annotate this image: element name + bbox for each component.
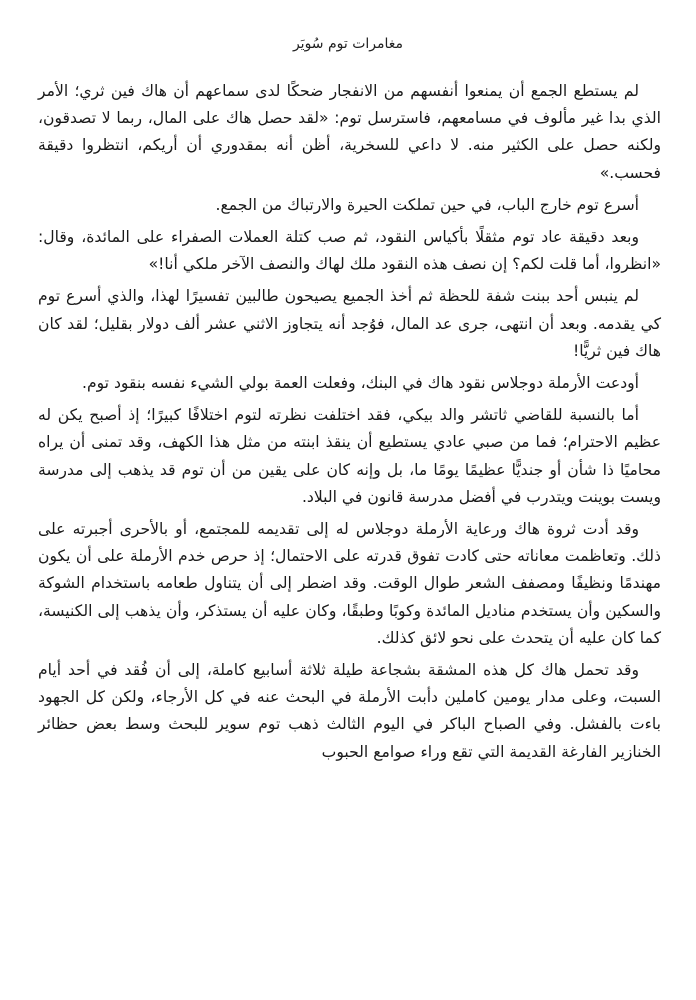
body-text <box>38 78 661 766</box>
paragraph: لم يستطع الجمع أن يمنعوا أنفسهم من الانفجار ضحكًا لدى سماعهم أن هاك فين ثري؛ الأمر الذي بدا غير مألوف في مسامعهم، فاسترسل توم: «لقد حصل هاك على المال، ربما لا تصدقون، ولكنه حصل على الكثير منه. لا داعي للسخرية، أظن أنه بمقدوري أن أريكم، انتظروا دقيقة فحسب.» <box>38 82 661 182</box>
paragraph: أودعت الأرملة دوجلاس نقود هاك في البنك، وفعلت العمة بولي الشيء نفسه بنقود توم. <box>82 374 639 393</box>
paragraph: أما بالنسبة للقاضي ثاتشر والد بيكي، فقد اختلفت نظرته لتوم اختلافًا كبيرًا؛ إذ أصبح يكن له عظيم الاحترام؛ فما من صبي عادي يستطيع أن ينقذ ابنته من مثل هذا الكهف، وقد تمنى أن يراه محاميًا ذا شأن أو جنديًّا عظيمًا يومًا ما، بل وإنه كان على يقين من أن توم قد يذهب إلى مدرسة ويست بوينت ويتدرب في أفضل مدرسة قانون في البلاد. <box>38 406 661 506</box>
paragraph: وقد تحمل هاك كل هذه المشقة بشجاعة طيلة ثلاثة أسابيع كاملة، إلى أن فُقد في أحد أيام السبت، وعلى مدار يومين كاملين دأبت الأرملة في البحث عنه في كل الأرجاء، ولكن كل الجهود باءت بالفشل. وفي الصباح الباكر في اليوم الثالث ذهب توم سوير للبحث وسط بعض حظائر الخنازير الفارغة القديمة التي تقع وراء صوامع الحبوب <box>38 661 661 761</box>
paragraph: أسرع توم خارج الباب، في حين تملكت الحيرة والارتباك من الجمع. <box>215 195 639 214</box>
running-header: مغامرات توم سُويَر <box>292 36 404 52</box>
paragraph: لم ينبس أحد ببنت شفة للحظة ثم أخذ الجميع يصيحون طالبين تفسيرًا لهذا، والذي أسرع توم كي يقدمه. وبعد أن انتهى، جرى عد المال، فوُجد أنه يتجاوز الاثني عشر ألف دولار بقليل؛ لقد كان هاك فين ثريًّا! <box>38 287 661 360</box>
paragraph: وقد أدت ثروة هاك ورعاية الأرملة دوجلاس له إلى تقديمه للمجتمع، أو بالأحرى أجبرته على ذلك. وتعاظمت معاناته حتى كادت تفوق قدرته على الاحتمال؛ إذ حرص خدم الأرملة على أن يكون مهندمًا ونظيفًا ومصفف الشعر طوال الوقت. وقد اضطر إلى أن يتناول طعامه باستخدام الشوكة والسكين وأن يستخدم مناديل المائدة وكوبًا وطبقًا، وكان عليه أن يستذكر، وأن يذهب إلى الكنيسة، كما كان عليه أن يتحدث على نحو لائق كذلك. <box>38 520 661 647</box>
paragraph: وبعد دقيقة عاد توم مثقلًا بأكياس النقود، ثم صب كتلة العملات الصفراء على المائدة، وقال: «انظروا، أما قلت لكم؟ إن نصف هذه النقود ملك لهاك والنصف الآخر ملكي أنا!» <box>38 228 661 274</box>
